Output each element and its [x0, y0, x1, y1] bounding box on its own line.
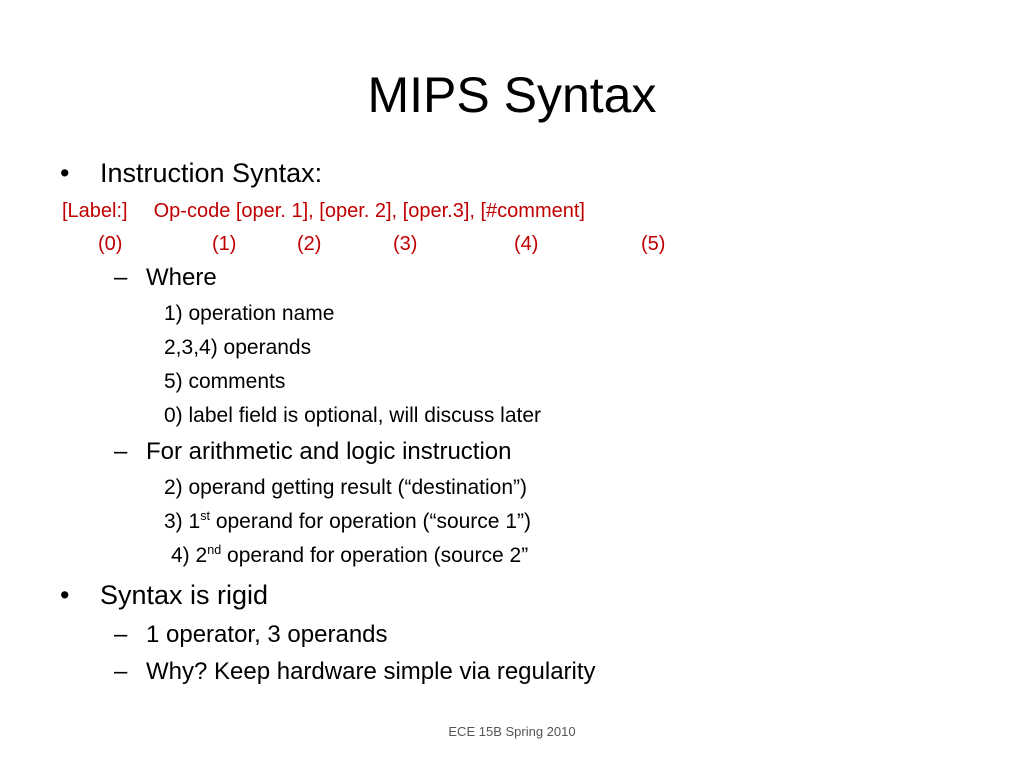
rigid-label: Syntax is rigid	[100, 580, 269, 610]
arith-item: 3) 1st operand for operation (“source 1”)	[164, 509, 531, 533]
arith-item: 2) operand getting result (“destination”)	[164, 476, 528, 499]
where-item: 5) comments	[164, 370, 286, 393]
dash-icon: –	[114, 621, 128, 648]
where-item: 0) label field is optional, will discuss later	[164, 404, 542, 427]
where-item: 1) operation name	[164, 302, 335, 325]
syntax-label: [Label:]	[62, 200, 128, 222]
rigid-item: 1 operator, 3 operands	[146, 621, 388, 648]
syntax-rest: Op-code [oper. 1], [oper. 2], [oper.3], [#comment]	[153, 200, 585, 222]
field-number: (2)	[297, 233, 322, 255]
field-number: (5)	[641, 233, 666, 255]
field-numbers-row	[0, 232, 1024, 256]
where-label: Where	[146, 264, 217, 291]
instruction-syntax-heading: Instruction Syntax:	[100, 158, 323, 188]
dash-icon: –	[114, 264, 128, 291]
rigid-item: Why? Keep hardware simple via regularity	[146, 658, 596, 685]
where-item: 2,3,4) operands	[164, 336, 312, 359]
field-number: (4)	[514, 233, 539, 255]
syntax-line	[62, 199, 585, 223]
bullet-icon: •	[60, 158, 70, 188]
dash-icon: –	[114, 438, 128, 465]
arith-label: For arithmetic and logic instruction	[146, 438, 512, 465]
arith-item: 4) 2nd operand for operation (source 2”	[171, 543, 529, 567]
field-number: (0)	[98, 233, 123, 255]
dash-icon: –	[114, 658, 128, 685]
bullet-icon: •	[60, 580, 70, 610]
slide-footer: ECE 15B Spring 2010	[448, 724, 576, 739]
slide-title: MIPS Syntax	[367, 67, 657, 123]
field-number: (1)	[212, 233, 237, 255]
field-number: (3)	[393, 233, 418, 255]
